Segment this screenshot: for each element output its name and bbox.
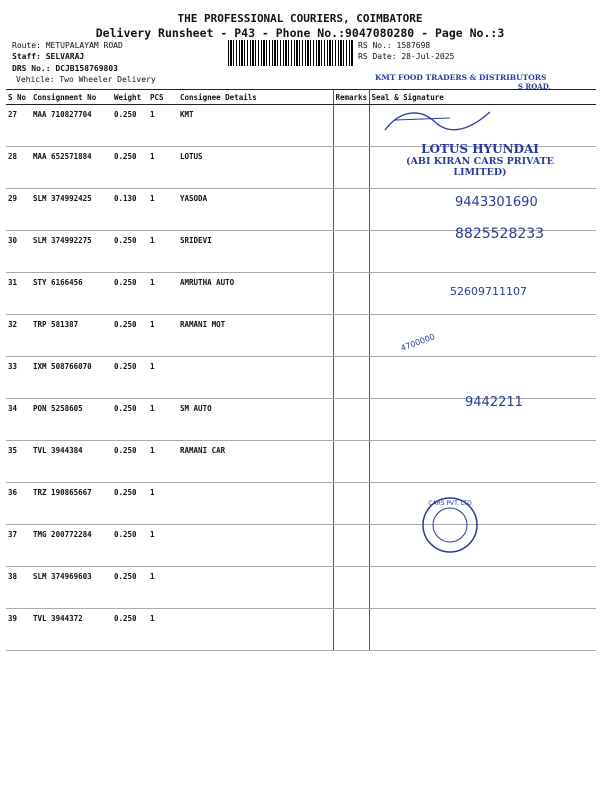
- cell-pcs: 1: [148, 441, 178, 483]
- cell-remarks: [333, 231, 369, 273]
- cell-consignee: RAMANI MOT: [178, 315, 333, 357]
- cell-weight: 0.250: [112, 357, 148, 399]
- col-sno: S No: [6, 90, 31, 105]
- cell-consignment: TVL 3944372: [31, 609, 112, 651]
- cell-pcs: 1: [148, 483, 178, 525]
- cell-sno: 38: [6, 567, 31, 609]
- cell-remarks: [333, 441, 369, 483]
- cell-sno: 31: [6, 273, 31, 315]
- cell-consignment: PON 5258605: [31, 399, 112, 441]
- table-row: [6, 315, 596, 357]
- cell-sno: 33: [6, 357, 31, 399]
- round-seal-text: CARS PVT. LTD: [428, 500, 472, 507]
- cell-seal: [369, 441, 596, 483]
- cell-weight: 0.250: [112, 399, 148, 441]
- cell-weight: 0.250: [112, 147, 148, 189]
- cell-consignment: MAA 710827704: [31, 105, 112, 147]
- round-company-seal: [420, 490, 480, 560]
- kmt-stamp: [372, 72, 554, 92]
- kmt-stamp-line1: KMT FOOD TRADERS & DISTRIBUTORS: [375, 73, 547, 82]
- cell-consignee: YASODA: [178, 189, 333, 231]
- cell-pcs: 1: [148, 609, 178, 651]
- cell-weight: 0.250: [112, 609, 148, 651]
- table-row: [6, 483, 596, 525]
- lotus-stamp-line1: LOTUS HYUNDAI: [421, 142, 539, 156]
- cell-weight: 0.250: [112, 483, 148, 525]
- cell-consignment: IXM 508766070: [31, 357, 112, 399]
- table-row: [6, 525, 596, 567]
- cell-sno: 35: [6, 441, 31, 483]
- cell-consignment: SLM 374992425: [31, 189, 112, 231]
- cell-consignment: TMG 200772284: [31, 525, 112, 567]
- cell-pcs: 1: [148, 147, 178, 189]
- cell-pcs: 1: [148, 525, 178, 567]
- table-row: [6, 567, 596, 609]
- cell-sno: 32: [6, 315, 31, 357]
- kmt-stamp-line2: S ROAD,: [517, 82, 551, 91]
- company-title: THE PROFESSIONAL COURIERS, COIMBATORE: [177, 12, 423, 25]
- cell-remarks: [333, 399, 369, 441]
- cell-remarks: [333, 525, 369, 567]
- cell-sno: 28: [6, 147, 31, 189]
- cell-remarks: [333, 189, 369, 231]
- cell-consignment: TRZ 190865667: [31, 483, 112, 525]
- handwritten-phone-row31: 52609711107: [450, 285, 527, 298]
- runsheet-title: Delivery Runsheet - P43 - Phone No.:9047080280 - Page No.:3: [95, 26, 505, 40]
- handwritten-number-row33: 4700000: [399, 332, 437, 353]
- vehicle-label: Vehicle: Two Wheeler Delivery: [16, 75, 156, 84]
- cell-consignee: LOTUS: [178, 147, 333, 189]
- cell-weight: 0.250: [112, 105, 148, 147]
- rs-number: RS No.: 1587698: [358, 41, 431, 50]
- cell-seal: [369, 483, 596, 525]
- cell-pcs: 1: [148, 567, 178, 609]
- handwritten-phone-row34: 9442211: [465, 395, 523, 410]
- staff-label: Staff: SELVARAJ: [12, 52, 85, 61]
- cell-pcs: 1: [148, 399, 178, 441]
- cell-consignment: STY 6166456: [31, 273, 112, 315]
- cell-weight: 0.250: [112, 441, 148, 483]
- cell-consignee: KMT: [178, 105, 333, 147]
- col-weight: Weight: [112, 90, 148, 105]
- cell-pcs: 1: [148, 273, 178, 315]
- col-seal: Seal & Signature: [369, 90, 596, 105]
- cell-remarks: [333, 609, 369, 651]
- cell-seal: [369, 609, 596, 651]
- cell-consignee: SRIDEVI: [178, 231, 333, 273]
- signature-row27: [380, 100, 500, 140]
- cell-sno: 39: [6, 609, 31, 651]
- cell-consignment: SLM 374969603: [31, 567, 112, 609]
- cell-consignment: MAA 652571884: [31, 147, 112, 189]
- lotus-stamp: [380, 142, 580, 178]
- col-remarks: Remarks: [333, 90, 369, 105]
- col-pcs: PCS: [148, 90, 178, 105]
- cell-weight: 0.250: [112, 525, 148, 567]
- cell-sno: 29: [6, 189, 31, 231]
- cell-consignee: RAMANI CAR: [178, 441, 333, 483]
- cell-pcs: 1: [148, 189, 178, 231]
- cell-consignee: AMRUTHA AUTO: [178, 273, 333, 315]
- cell-weight: 0.250: [112, 231, 148, 273]
- cell-consignee: [178, 483, 333, 525]
- barcode: [228, 40, 354, 66]
- cell-remarks: [333, 357, 369, 399]
- cell-consignment: TRP 581387: [31, 315, 112, 357]
- cell-consignee: [178, 609, 333, 651]
- cell-weight: 0.130: [112, 189, 148, 231]
- col-consignment: Consignment No: [31, 90, 112, 105]
- cell-sno: 34: [6, 399, 31, 441]
- route-label: Route: METUPALAYAM ROAD: [12, 41, 123, 50]
- cell-pcs: 1: [148, 105, 178, 147]
- cell-seal: [369, 357, 596, 399]
- col-consignee: Consignee Details: [178, 90, 333, 105]
- cell-remarks: [333, 105, 369, 147]
- cell-consignment: TVL 3944384: [31, 441, 112, 483]
- lotus-stamp-line2: (ABI KIRAN CARS PRIVATE LIMITED): [406, 156, 554, 178]
- cell-remarks: [333, 273, 369, 315]
- cell-consignment: SLM 374992275: [31, 231, 112, 273]
- cell-weight: 0.250: [112, 315, 148, 357]
- cell-remarks: [333, 567, 369, 609]
- cell-pcs: 1: [148, 315, 178, 357]
- table-row: [6, 441, 596, 483]
- table-row: [6, 357, 596, 399]
- table-row: [6, 609, 596, 651]
- cell-consignee: [178, 567, 333, 609]
- cell-consignee: [178, 357, 333, 399]
- cell-sno: 37: [6, 525, 31, 567]
- cell-weight: 0.250: [112, 567, 148, 609]
- cell-pcs: 1: [148, 231, 178, 273]
- cell-sno: 27: [6, 105, 31, 147]
- drs-label: DRS No.: DCJB158769803: [12, 64, 118, 73]
- cell-weight: 0.250: [112, 273, 148, 315]
- handwritten-phone-row30: 8825528233: [455, 226, 545, 242]
- handwritten-phone-row29: 9443301690: [455, 195, 538, 210]
- cell-consignee: [178, 525, 333, 567]
- cell-sno: 30: [6, 231, 31, 273]
- cell-remarks: [333, 315, 369, 357]
- cell-sno: 36: [6, 483, 31, 525]
- cell-consignee: SM AUTO: [178, 399, 333, 441]
- cell-remarks: [333, 147, 369, 189]
- table-row: [6, 105, 596, 147]
- cell-seal: [369, 567, 596, 609]
- cell-pcs: 1: [148, 357, 178, 399]
- rs-date: RS Date: 28-Jul-2025: [358, 52, 455, 61]
- cell-remarks: [333, 483, 369, 525]
- cell-seal: [369, 525, 596, 567]
